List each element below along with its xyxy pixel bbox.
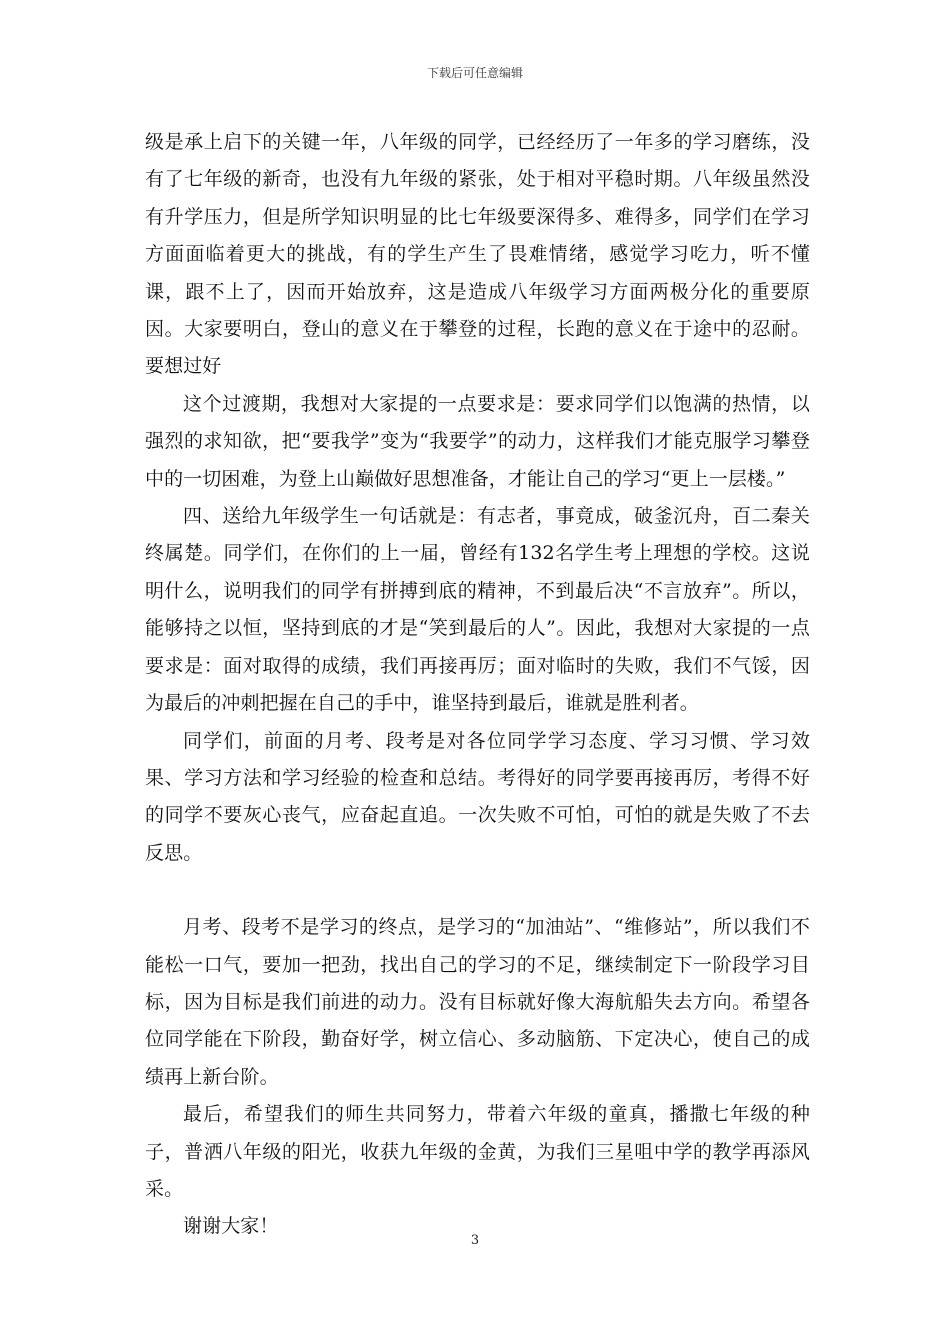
document-body: [145, 124, 810, 1246]
page-number: 3: [470, 1233, 480, 1248]
paragraph-5: 月考、段考不是学习的终点，是学习的“加油站”、“维修站”，所以我们不能松一口气，要加一把劲，找出自己的学习的不足，继续制定下一阶段学习目标，因为目标是我们前进的动力。没有目标就好像大海航船失去方向。希望各位同学能在下阶段，勤奋好学，树立信心、多动脑筋、下定决心，使自己的成绩再上新台阶。: [145, 916, 810, 1088]
paragraph-2: 这个过渡期，我想对大家提的一点要求是：要求同学们以饱满的热情，以强烈的求知欲，把“要我学”变为“我要学”的动力，这样我们才能克服学习攀登中的一切困难，为登上山巅做好思想准备，才能让自己的学习“更上一层楼。”: [145, 392, 810, 490]
paragraph-gap: [145, 872, 810, 909]
paragraph-3: 四、送给九年级学生一句话就是：有志者，事竟成，破釜沉舟，百二秦关终属楚。同学们，在你们的上一届，曾经有132名学生考上理想的学校。这说明什么，说明我们的同学有拼搏到底的精神，不到最后决“不言放弃”。所以，能够持之以恒，坚持到底的才是“笑到最后的人”。因此，我想对大家提的一点要求是：面对取得的成绩，我们再接再厉；面对临时的失败，我们不气馁，因为最后的冲刺把握在自己的手中，谁坚持到最后，谁就是胜利者。: [145, 505, 810, 715]
paragraph-4: 同学们，前面的月考、段考是对各位同学学习态度、学习习惯、学习效果、学习方法和学习经验的检查和总结。考得好的同学要再接再厉，考得不好的同学不要灰心丧气，应奋起直追。一次失败不可怕，可怕的就是失败了不去反思。: [145, 729, 810, 864]
paragraph-7: 谢谢大家！: [183, 1215, 279, 1238]
paragraph-1: 级是承上启下的关键一年，八年级的同学，已经经历了一年多的学习磨练，没有了七年级的新奇，也没有九年级的紧张，处于相对平稳时期。八年级虽然没有升学压力，但是所学知识明显的比七年级要深得多、难得多，同学们在学习方面面临着更大的挑战，有的学生产生了畏难情绪，感觉学习吃力，听不懂课，跟不上了，因而开始放弃，这是造成八年级学习方面两极分化的重要原因。大家要明白，登山的意义在于攀登的过程，长跑的意义在于途中的忍耐。要想过好: [145, 131, 810, 378]
page-header: 下载后可任意编辑: [426, 66, 523, 80]
paragraph-6: 最后，希望我们的师生共同努力，带着六年级的童真，播撒七年级的种子，普洒八年级的阳光，收获九年级的金黄，为我们三星咀中学的教学再添风采。: [145, 1103, 810, 1200]
